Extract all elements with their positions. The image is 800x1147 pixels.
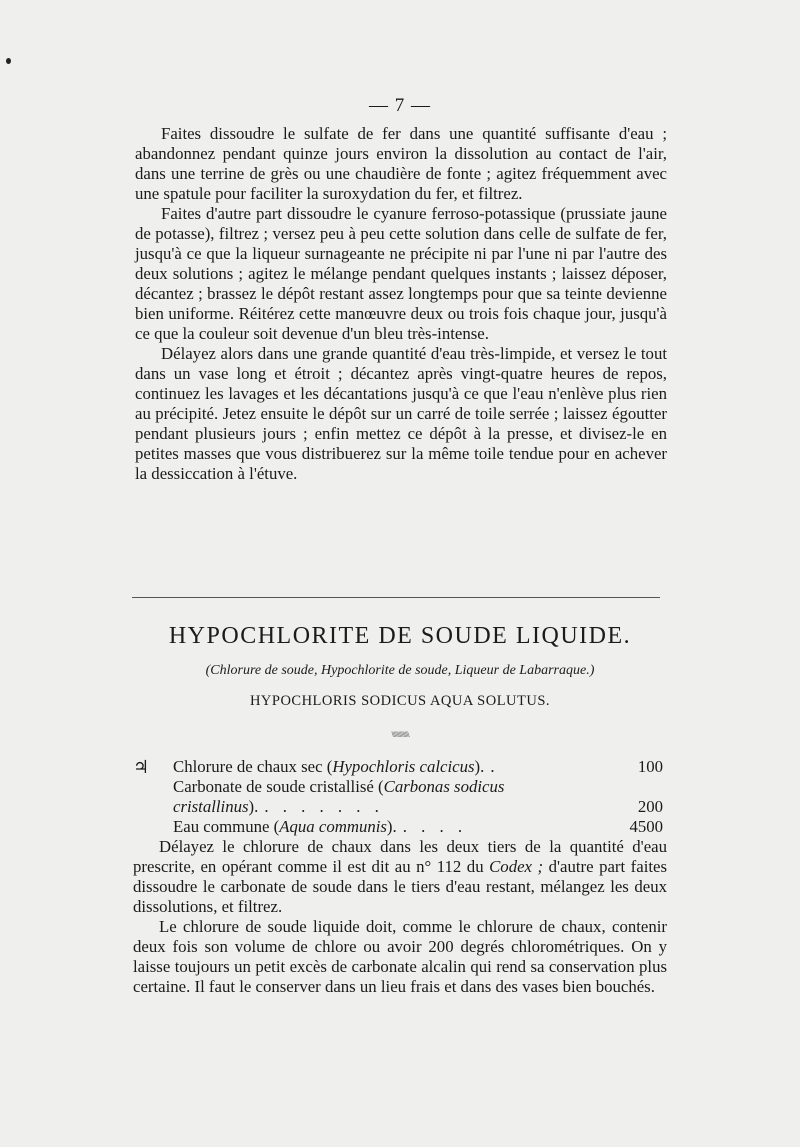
preceding-text — [135, 124, 667, 484]
section-synonyms: (Chlorure de soude, Hypochlorite de soude, Liqueur de Labarraque.) — [205, 663, 595, 678]
ingredient-row — [133, 817, 667, 837]
ingredient-row — [133, 777, 667, 797]
paragraph-3: Délayez alors dans une grande quantité d'eau très-limpide, et versez le tout dans un vase long et étroit ; décantez après vingt-quatre heures de repos, continuez les lavages et les décantations jusqu'à ce que l'eau n'enlève plus rien au précipité. Jetez ensuite le dépôt sur un carré de toile serrée ; laissez égoutter pendant plusieurs jours ; enfin mettez ce dépôt à la presse, et divisez-le en petites masses que vous distribuerez sur la même toile tendue pour en achever la dessiccation à l'étuve. — [135, 344, 667, 483]
ingredient-name-continued: cristallinus). . . . . . . . — [173, 797, 384, 816]
ingredient-row — [133, 797, 667, 817]
recipe-symbol-icon: ♃ — [133, 757, 150, 777]
paragraph-1: Faites dissoudre le sulfate de fer dans une quantité suffisante d'eau ; abandonnez pendant quinze jours environ la dissolution au contact de l'air, dans une terrine de grès ou une chaudière de fonte ; agitez fréquemment avec une spatule pour faciliter la suroxydation du fer, et filtrez. — [135, 124, 667, 203]
ingredient-row — [133, 757, 667, 777]
recipe-block — [133, 757, 667, 997]
paragraph-5: Le chlorure de soude liquide doit, comme le chlorure de chaux, contenir deux fois son volume de chlore ou avoir 200 degrés chlorométriques. On y laisse toujours un petit excès de carbonate alcalin qui rend sa conservation plus certaine. Il faut le conserver dans un lieu frais et dans des vases bien bouchés. — [133, 917, 667, 996]
ingredient-amount: 4500 — [629, 817, 663, 836]
ingredient-name: Eau commune (Aqua communis). . . . . — [173, 817, 468, 836]
ingredient-name: Carbonate de soude cristallisé (Carbonas sodicus — [173, 777, 505, 796]
ornament-divider: \\\\\\\\\\\\\\ — [391, 730, 409, 739]
ingredient-name: Chlorure de chaux sec (Hypochloris calcicus). . — [173, 757, 500, 776]
paragraph-4: Délayez le chlorure de chaux dans les deux tiers de la quantité d'eau prescrite, en opérant comme il est dit au n° 112 du Codex ; d'autre part faites dissoudre le carbonate de soude dans le tiers d'eau restant, mélangez les deux dissolutions, et filtrez. — [133, 837, 668, 916]
ink-speck — [6, 58, 11, 64]
ingredient-amount: 200 — [637, 797, 663, 816]
ingredient-amount: 100 — [637, 757, 663, 776]
section-divider — [132, 597, 660, 598]
section-title: HYPOCHLORITE DE SOUDE LIQUIDE. — [168, 623, 632, 649]
latin-name: HYPOCHLORIS SODICUS AQUA SOLUTUS. — [249, 693, 551, 709]
paragraph-2: Faites d'autre part dissoudre le cyanure ferroso-potassique (prussiate jaune de potasse), filtrez ; versez peu à peu cette solution dans celle de sulfate de fer, jusqu'à ce que la liqueur surnageante ne précipite ni par l'une ni par l'autre des deux solutions ; agitez le mélange pendant quelques instants ; laissez déposer, décantez ; brassez le dépôt restant assez longtemps pour que sa teinte devienne bien uniforme. Réitérez cette manœuvre deux ou trois fois chaque jour, jusqu'à ce que la couleur soit devenue d'un bleu très-intense. — [135, 204, 667, 343]
page-number: — 7 — — [369, 95, 431, 116]
